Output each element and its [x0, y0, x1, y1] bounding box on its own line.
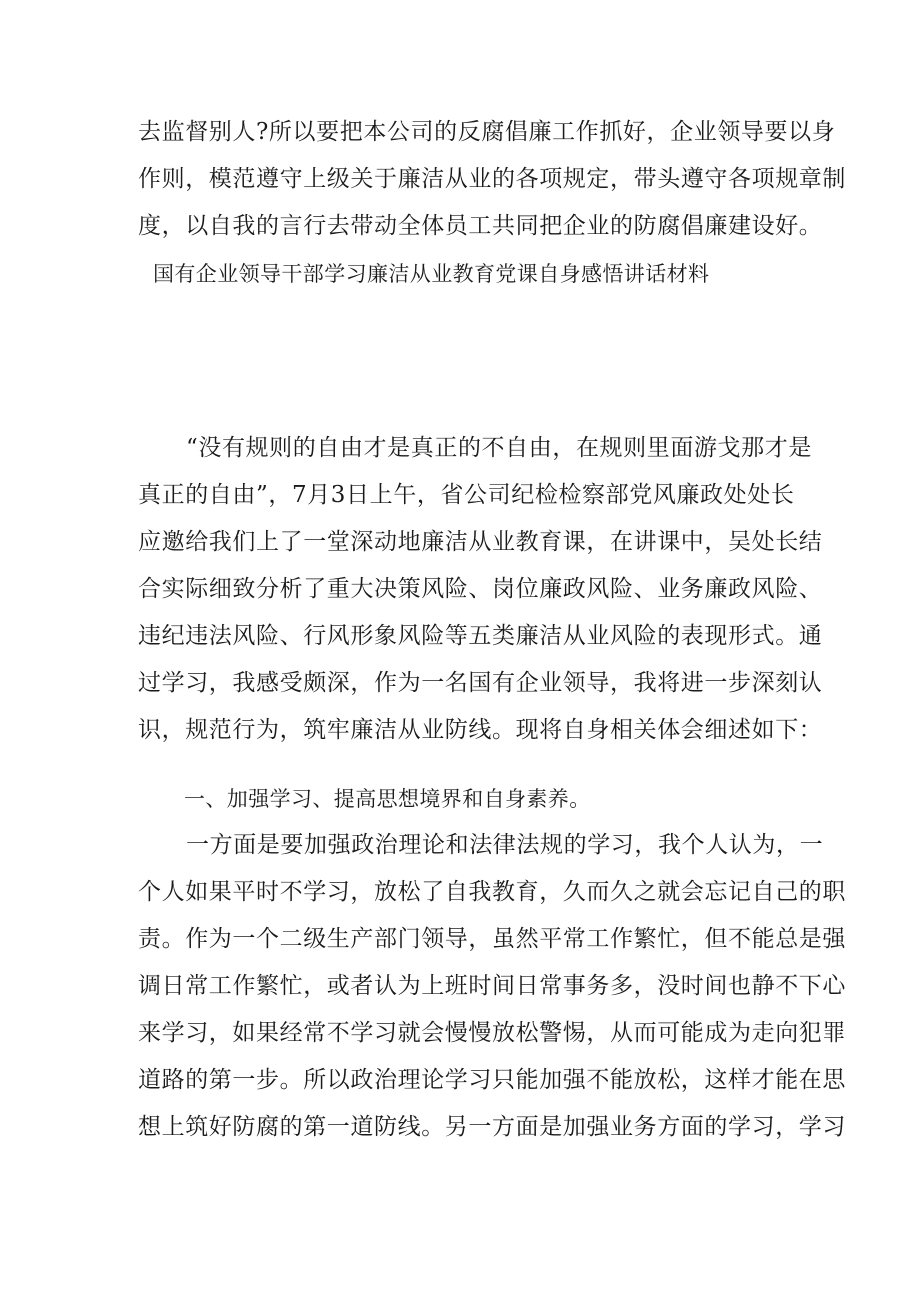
- intro-line-5: 违纪违法风险、行风形象风险等五类廉洁从业风险的表现形式。通: [138, 623, 823, 649]
- body-line-6: 道路的第一步。所以政治理论学习只能加强不能放松，这样才能在思: [138, 1067, 846, 1093]
- body-line-4: 调日常工作繁忙，或者认为上班时间日常事务多，没时间也静不下心: [138, 973, 846, 999]
- document-title: 国有企业领导干部学习廉洁从业教育党课自身感悟讲话材料: [153, 262, 710, 286]
- intro-line-1: “没有规则的自由才是真正的不自由，在规则里面游戈那才是: [186, 435, 812, 461]
- body-line-5: 来学习，如果经常不学习就会慢慢放松警惕，从而可能成为走向犯罪: [138, 1020, 846, 1046]
- top-paragraph-line-3: 度，以自我的言行去带动全体员工共同把企业的防腐倡廉建设好。: [138, 213, 823, 239]
- body-line-1: 一方面是要加强政治理论和法律法规的学习，我个人认为，一: [186, 832, 824, 858]
- intro-line-4: 合实际细致分析了重大决策风险、岗位廉政风险、业务廉政风险、: [138, 576, 823, 602]
- body-line-2: 个人如果平时不学习，放松了自我教育，久而久之就会忘记自己的职: [138, 879, 846, 905]
- top-paragraph-line-2: 作则，模范遵守上级关于廉洁从业的各项规定，带头遵守各项规章制: [138, 166, 846, 192]
- section-heading-1: 一、加强学习、提高思想境界和自身素养。: [184, 787, 591, 811]
- body-line-3: 责。作为一个二级生产部门领导，虽然平常工作繁忙，但不能总是强: [138, 926, 846, 952]
- intro-line-2: 真正的自由”，7月3日上午，省公司纪检检察部党风廉政处处长: [138, 482, 795, 508]
- intro-line-3: 应邀给我们上了一堂深动地廉洁从业教育课，在讲课中，吴处长结: [138, 529, 823, 555]
- intro-line-6: 过学习，我感受颇深，作为一名国有企业领导，我将进一步深刻认: [138, 670, 823, 696]
- body-line-7: 想上筑好防腐的第一道防线。另一方面是加强业务方面的学习，学习: [138, 1114, 846, 1140]
- top-paragraph-line-1: 去监督别人?所以要把本公司的反腐倡廉工作抓好，企业领导要以身: [138, 119, 836, 145]
- intro-line-7: 识，规范行为，筑牢廉洁从业防线。现将自身相关体会细述如下：: [138, 717, 823, 743]
